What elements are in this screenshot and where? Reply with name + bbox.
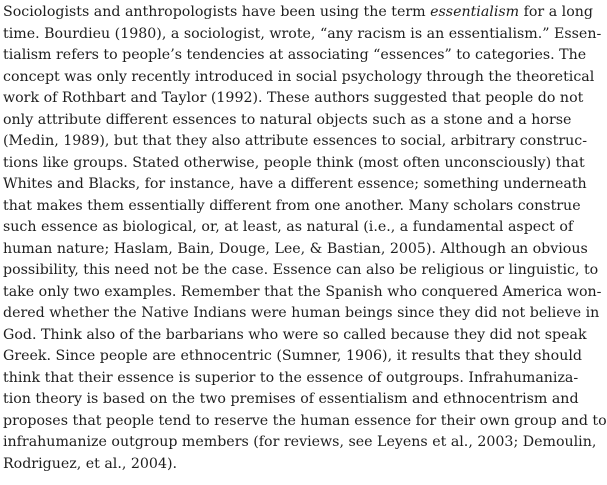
text-run: tialism refers to people’s tendencies at associating “essences” to categories. The: [3, 47, 587, 63]
text-line: [3, 239, 588, 261]
text-run: tions like groups. Stated otherwise, people think (most often unconsciously) that: [3, 154, 585, 171]
text-run: human nature; Haslam, Bain, Douge, Lee, & Bastian, 2005). Although an obvious: [3, 240, 588, 257]
text-run: dered whether the Native Indians were human beings since they did not believe in: [3, 305, 600, 321]
italic-term: essentialism: [430, 4, 520, 20]
text-run: God. Think also of the barbarians who were so called because they did not speak: [3, 326, 587, 343]
text-line: [3, 260, 599, 282]
text-run: infrahumanize outgroup members (for reviews, see Leyens et al., 2003; Demoulin,: [3, 434, 597, 450]
text-run: think that their essence is superior to the essence of outgroups. Infrahumaniza-: [3, 369, 579, 386]
text-line: [3, 282, 602, 304]
text-line: [3, 325, 587, 347]
text-run: tion theory is based on the two premises of essentialism and ethnocentrism and: [3, 391, 579, 407]
text-run: take only two examples. Remember that the Spanish who conquered America won-: [3, 283, 602, 300]
text-line: [3, 196, 581, 218]
text-line: [3, 174, 587, 196]
text-run: work of Rothbart and Taylor (1992). These authors suggested that people do not: [3, 90, 584, 106]
text-line: [3, 389, 579, 411]
text-run: only attribute different essences to natural objects such as a stone and a horse: [3, 111, 572, 128]
text-run: time. Bourdieu (1980), a sociologist, wrote, “any racism is an essentialism.” Essen-: [3, 25, 602, 42]
text-line: [3, 88, 584, 110]
text-run: possibility, this need not be the case. Essence can also be religious or linguistic, to: [3, 262, 599, 278]
text-line: [3, 411, 607, 433]
text-run: for a long: [519, 4, 593, 20]
text-run: proposes that people tend to reserve the human essence for their own group and to: [3, 412, 607, 429]
text-run: Whites and Blacks, for instance, have a different essence; something underneath: [3, 176, 587, 192]
text-line: [3, 67, 595, 89]
cut-off-next-line: [3, 475, 569, 485]
text-line: [3, 432, 597, 454]
text-run: Sociologists and anthropologists have been using the term: [3, 4, 431, 20]
text-run: Rodriguez, et al., 2004).: [3, 455, 178, 472]
text-line: [3, 454, 569, 476]
text-run: such essence as biological, or, at least, as natural (i.e., a fundamental aspect of: [3, 219, 574, 235]
text-line: [3, 131, 588, 153]
body-paragraph: [3, 2, 607, 475]
text-run: that makes them essentially different from one another. Many scholars construe: [3, 197, 581, 214]
text-run: concept was only recently introduced in social psychology through the theoretical: [3, 68, 595, 85]
text-run: (Medin, 1989), but that they also attribute essences to social, arbitrary construc-: [3, 133, 588, 149]
text-line: [3, 303, 600, 325]
text-line: [3, 153, 585, 175]
text-line: [3, 45, 587, 67]
text-line: [3, 368, 579, 390]
text-line: [3, 110, 572, 132]
text-line: [3, 24, 602, 46]
document-page: [3, 2, 607, 472]
text-line: [3, 217, 574, 239]
text-line: [3, 2, 593, 24]
text-run: Greek. Since people are ethnocentric (Sumner, 1906), it results that they should: [3, 348, 582, 364]
text-line: [3, 346, 582, 368]
